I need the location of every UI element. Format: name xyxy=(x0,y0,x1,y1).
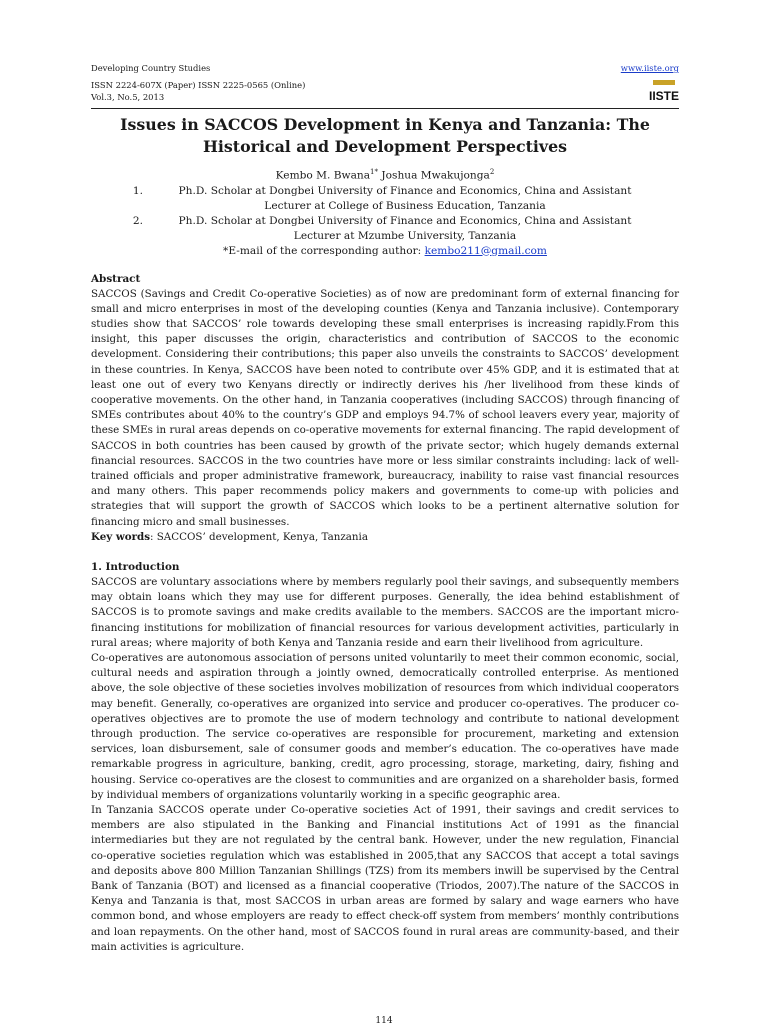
author-2-sup: 2 xyxy=(489,168,495,176)
journal-info xyxy=(91,62,305,103)
journal-links xyxy=(621,62,679,107)
affiliation-text: Ph.D. Scholar at Dongbei University of Finance and Economics, China and Assistant Lecturer at Mzumbe University, Tanzania xyxy=(178,214,632,242)
keywords xyxy=(91,530,679,545)
intro-paragraph-1: SACCOS are voluntary associations where by members regularly pool their savings, and subsequently members may obtain loans which they may use for different purposes. Generally, the idea behind establishment of SACCOS is to promote savings and make credits available to the members. SACCOS are the important micro-financing institutions for mobilization of financial resources for various development activities, particularly in rural areas; where majority of both Kenya and Tanzania reside and earn their livelihood from agriculture. xyxy=(91,575,679,649)
affiliation-item xyxy=(91,184,679,214)
keywords-label: Key words xyxy=(91,530,150,543)
iiste-logo xyxy=(649,80,679,104)
email-label: *E-mail of the corresponding author: xyxy=(223,244,425,257)
paper-page xyxy=(91,62,679,955)
intro-paragraph-3: In Tanzania SACCOS operate under Co-operative societies Act of 1991, their savings and credit services to members are also stipulated in the Banking and Financial institutions Act of 1991 as the financial intermediaries but they are not regulated by the central bank. However, under the new regulation, Financial co-operative societies regulation which was established in 2005,that any SACCOS that accept a total savings and deposits above 800 Million Tanzanian Shillings (TZS) from its members inwill be supervised by the Central Bank of Tanzania (BOT) and licensed as a financial cooperative (Triodos, 2007).The nature of the SACCOS in Kenya and Tanzania is that, most SACCOS in urban areas are formed by salary and wage earners who have common bond, and whose employers are ready to effect check-off system from members’ monthly contributions and loan repayments. On the other hand, most of SACCOS found in rural areas are community-based, and their main activities is agriculture. xyxy=(91,804,679,953)
email-link[interactable]: kembo211@gmail.com xyxy=(424,244,547,257)
page-number: 114 xyxy=(375,1016,393,1026)
journal-header xyxy=(91,62,679,107)
affiliation-item xyxy=(91,214,679,244)
author-1: Kembo M. Bwana xyxy=(275,169,371,182)
affiliation-list xyxy=(91,184,679,244)
intro-paragraph-2: Co-operatives are autonomous association of persons united voluntarily to meet their common economic, social, cultural needs and aspiration through a jointly owned, democratically controlled enterprise. As mentioned above, the sole objective of these societies involves mobilization of resources from which individual cooperators may benefit. Generally, co-operatives are organized into service and producer co-operatives. The producer co-operatives objectives are to promote the use of modern technology and contribute to national development through production. The service co-operatives are responsible for procurement, marketing and extension services, loan disbursement, sale of consumer goods and member’s education. The co-operatives have made remarkable progress in agriculture, banking, credit, agro processing, storage, marketing, dairy, fishing and housing. Service co-operatives are the closest to communities and are organized on a shareholder basis, formed by individual members of organizations voluntarily working in a specific geographic area. xyxy=(91,652,679,801)
affiliation-number: 1. xyxy=(132,184,143,197)
author-2: Joshua Mwakujonga xyxy=(378,169,490,182)
keywords-text: : SACCOS’ development, Kenya, Tanzania xyxy=(150,530,368,543)
journal-name: Developing Country Studies xyxy=(91,63,211,73)
volume-issue: Vol.3, No.5, 2013 xyxy=(91,92,165,102)
issn: ISSN 2224-607X (Paper) ISSN 2225-0565 (Online) xyxy=(91,80,306,90)
corresponding-email xyxy=(91,244,679,259)
logo-text: IISTE xyxy=(649,89,679,103)
affiliation-text: Ph.D. Scholar at Dongbei University of Finance and Economics, China and Assistant Lecturer at College of Business Education, Tanzania xyxy=(178,184,632,212)
affiliation-number: 2. xyxy=(132,214,143,227)
introduction-heading: 1. Introduction xyxy=(91,560,180,573)
abstract-text: SACCOS (Savings and Credit Co-operative Societies) as of now are predominant form of external financing for small and micro enterprises in most of the developing counties (Kenya and Tanzania inclusive). Contemporary studies show that SACCOS’ role towards developing these small enterprises is increasing rapidly.From this insight, this paper discusses the origin, characteristics and contribution of SACCOS to the economic development. Considering their contributions; this paper also unveils the constraints to SACCOS’ development in these countries. In Kenya, SACCOS have been noted to contribute over 45% GDP, and it is estimated that at least one out of every two Kenyans directly or indirectly derives his /her livelihood from these kinds of cooperative movements. On the other hand, in Tanzania cooperatives (including SACCOS) through financing of SMEs contributes about 40% to the country’s GDP and employs 94.7% of school leavers every year, majority of these SMEs in rural areas depends on co-operative movements for external financing. The rapid development of SACCOS in both countries has been caused by growth of the private sector; which hugely demands external financial resources. SACCOS in the two countries have more or less similar constraints including: lack of well-trained officials and proper administrative framework, bureaucracy, inability to raise vast financial resources and many others. This paper recommends policy makers and governments to come-up with policies and strategies that will support the growth of SACCOS which looks to be a pertinent alternative solution for financing micro and small businesses. xyxy=(91,287,679,528)
paper-title: Issues in SACCOS Development in Kenya and Tanzania: The Historical and Development Perspectives xyxy=(120,115,650,156)
header-rule xyxy=(91,108,679,109)
author-1-sup: 1* xyxy=(370,168,379,176)
author-line xyxy=(91,165,679,184)
abstract-heading: Abstract xyxy=(91,272,141,285)
website-link[interactable]: www.iiste.org xyxy=(620,63,679,73)
